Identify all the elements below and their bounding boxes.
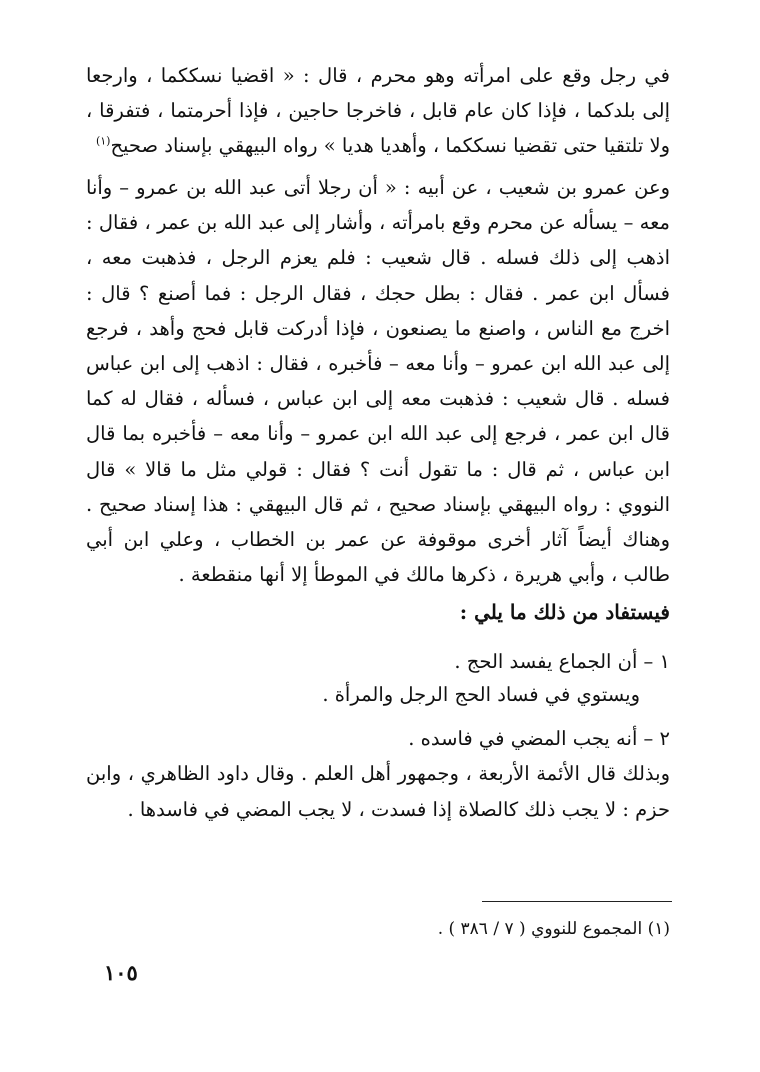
page-number: ١٠٥ — [104, 960, 138, 985]
list-item-1-detail: ويستوي في فساد الحج الرجل والمرأة . — [322, 683, 640, 706]
footnote: (١) المجموع للنووي ( ٧ / ٣٨٦ ) . — [437, 919, 670, 939]
list-item-1: ١ – أن الجماع يفسد الحج . — [454, 650, 670, 673]
footnote-divider — [482, 901, 672, 902]
footnote-reference: (١) — [95, 134, 111, 148]
list-item-2: ٢ – أنه يجب المضي في فاسده . — [408, 727, 670, 750]
paragraph-hadith-2: وعن عمرو بن شعيب ، عن أبيه : « أن رجلا أتى عبد الله بن عمرو – وأنا معه – يسأله عن محرم وقع بامرأته ، وأشار إلى عبد الله بن عمر ، فقال : اذهب إلى ذلك فسله . قال شعيب : فلم يعزم الرجل ، فذهبت معه ، فسأل ابن عمر . فقال : بطل حجك ، فقال الرجل : فما أصنع ؟ قال : اخرج مع الناس ، واصنع ما يصنعون ، فإذا أدركت قابل فحج وأهد ، فرجع إلى عبد الله ابن عمرو – وأنا معه – فأخبره ، فقال : اذهب إلى ابن عباس فسله . قال شعيب : فذهبت معه إلى ابن عباس ، فسأله ، فقال له كما قال ابن عمر ، فرجع إلى عبد الله ابن عمرو – وأنا معه – فأخبره بما قال ابن عباس ، ثم قال : ما تقول أنت ؟ فقال : قولي مثل ما قالا » قال النووي : رواه البيهقي بإسناد صحيح ، ثم قال البيهقي : هذا إسناد صحيح . وهناك أيضاً آثار أخرى موقوفة عن عمر بن الخطاب ، وعلي ابن أبي طالب ، وأبي هريرة ، ذكرها مالك في الموطأ إلا أنها منقطعة . — [86, 176, 670, 587]
list-item-2-detail: وبذلك قال الأئمة الأربعة ، وجمهور أهل العلم . وقال داود الظاهري ، وابن حزم : لا يجب ذلك كالصلاة إذا فسدت ، لا يجب المضي في فاسدها . — [86, 762, 670, 821]
section-heading: فيستفاد من ذلك ما يلي : — [459, 600, 670, 624]
paragraph-1-text: في رجل وقع على امرأته وهو محرم ، قال : « اقضيا نسككما ، وارجعا إلى بلدكما ، فإذا كان عام قابل ، فاخرجا حاجين ، فإذا أحرمتما ، فتفرقا ، ولا تلتقيا حتى تقضيا نسككما ، وأهديا هديا » رواه البيهقي بإسناد صحيح — [86, 64, 670, 158]
paragraph-hadith-1 — [86, 58, 670, 164]
